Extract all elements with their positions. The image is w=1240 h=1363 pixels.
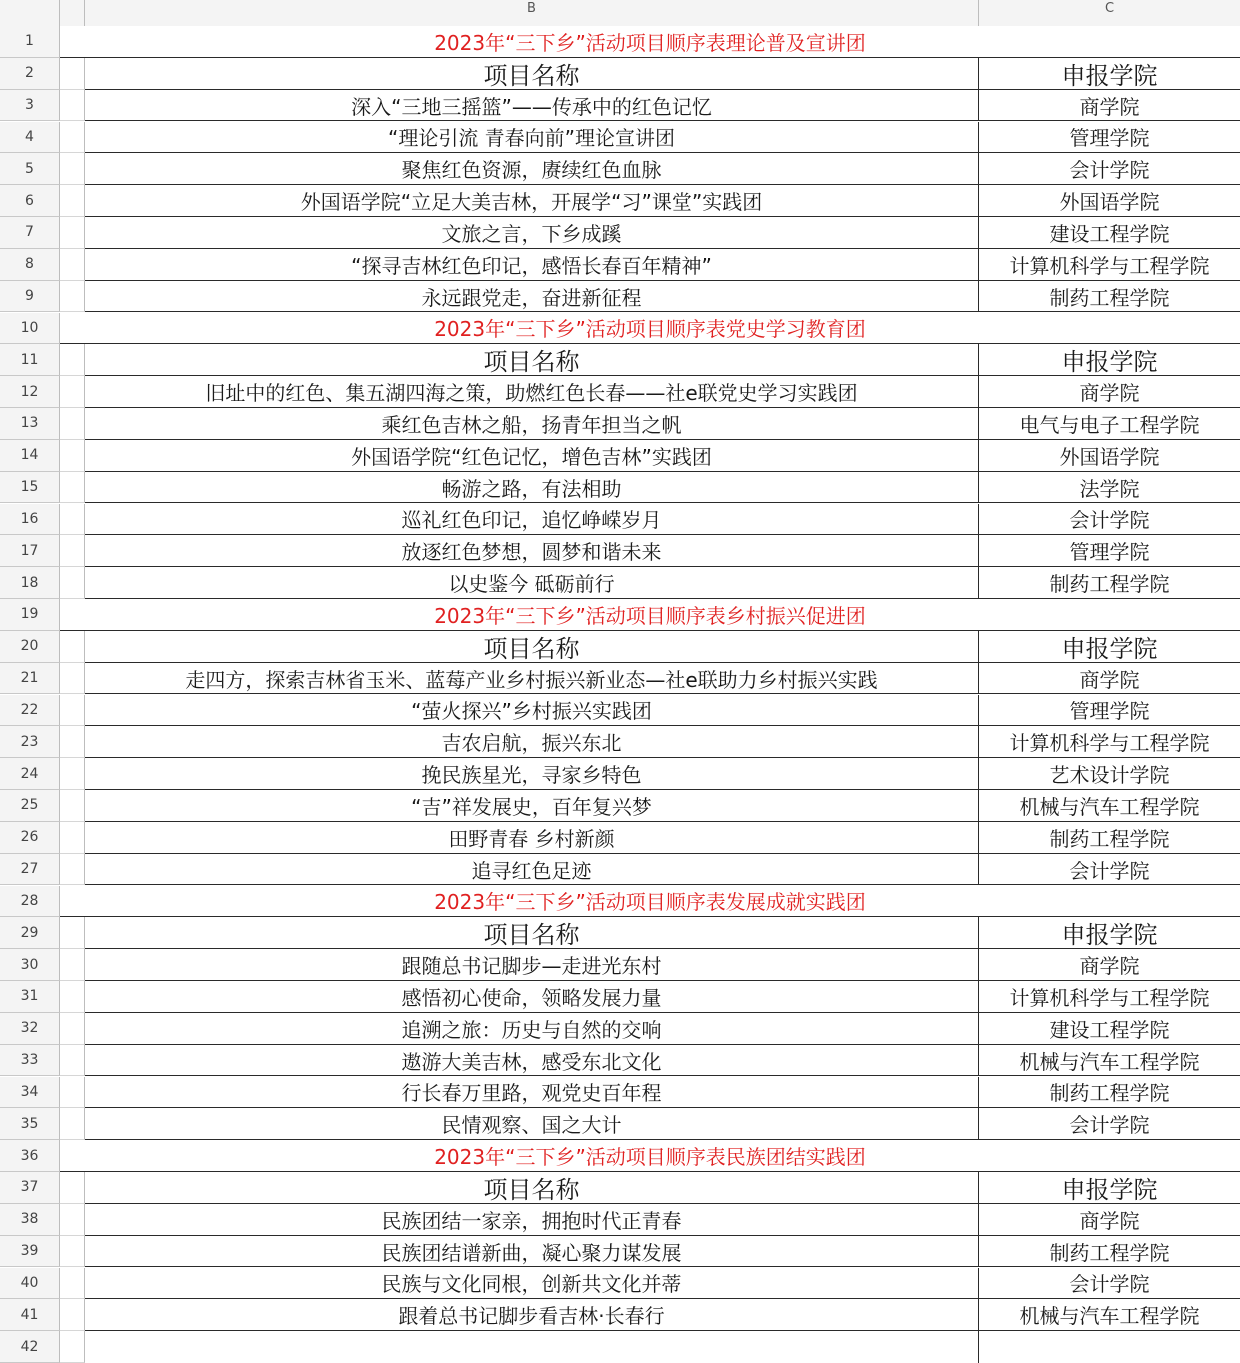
project-name-cell[interactable]: 走四方，探索吉林省玉米、蓝莓产业乡村振兴新业态—社e联助力乡村振兴实践 <box>85 663 979 695</box>
project-name-cell[interactable]: 民族团结一家亲，拥抱时代正青春 <box>85 1204 979 1236</box>
cell-a[interactable] <box>60 153 85 185</box>
cell-a[interactable] <box>60 344 85 376</box>
row-number[interactable]: 5 <box>0 153 60 185</box>
section-title-row <box>0 886 1240 918</box>
column-header-c[interactable]: C <box>1104 1 1115 16</box>
row-number[interactable]: 34 <box>0 1077 60 1109</box>
row-number[interactable]: 37 <box>0 1172 60 1204</box>
row-number[interactable]: 17 <box>0 535 60 567</box>
cell-a[interactable] <box>60 376 85 408</box>
cell-a[interactable] <box>60 185 85 217</box>
college-cell[interactable]: 建设工程学院 <box>979 1013 1240 1045</box>
row-number[interactable]: 26 <box>0 822 60 854</box>
project-name-cell[interactable]: 感悟初心使命，领略发展力量 <box>85 981 979 1013</box>
table-header-row <box>0 631 1240 663</box>
row-number[interactable]: 4 <box>0 122 60 154</box>
college-cell[interactable]: 管理学院 <box>979 122 1240 154</box>
college-cell[interactable]: 计算机科学与工程学院 <box>979 249 1240 281</box>
row-number[interactable]: 9 <box>0 281 60 313</box>
cell-a[interactable] <box>60 663 85 695</box>
college-header[interactable]: 申报学院 <box>979 631 1240 663</box>
cell-a[interactable] <box>60 1236 85 1268</box>
table-row <box>0 122 1240 154</box>
table-header-row <box>0 344 1240 376</box>
project-name-cell[interactable]: 追寻红色足迹 <box>85 854 979 886</box>
cell-a[interactable] <box>60 249 85 281</box>
college-cell[interactable]: 管理学院 <box>979 535 1240 567</box>
college-cell[interactable]: 艺术设计学院 <box>979 758 1240 790</box>
cell-a[interactable] <box>60 1045 85 1077</box>
table-header-row <box>0 58 1240 90</box>
cell-a[interactable] <box>60 217 85 249</box>
column-header-a[interactable] <box>60 0 85 26</box>
project-name-cell[interactable]: 民族团结谱新曲，凝心聚力谋发展 <box>85 1236 979 1268</box>
cell-a[interactable] <box>60 535 85 567</box>
college-cell[interactable]: 制药工程学院 <box>979 567 1240 599</box>
row-number[interactable]: 2 <box>0 58 60 90</box>
project-name-cell[interactable]: 放逐红色梦想，圆梦和谐未来 <box>85 535 979 567</box>
table-row <box>0 185 1240 217</box>
cell-a[interactable] <box>60 981 85 1013</box>
cell-a[interactable] <box>60 790 85 822</box>
project-name-cell[interactable]: 行长春万里路，观党史百年程 <box>85 1077 979 1109</box>
cell-a[interactable] <box>60 1204 85 1236</box>
project-name-header[interactable]: 项目名称 <box>85 631 979 663</box>
college-cell[interactable]: 制药工程学院 <box>979 822 1240 854</box>
table-row <box>0 1077 1240 1109</box>
row-number[interactable]: 36 <box>0 1140 60 1172</box>
table-row <box>0 281 1240 313</box>
college-cell[interactable]: 机械与汽车工程学院 <box>979 1045 1240 1077</box>
cell-a[interactable] <box>60 695 85 727</box>
project-name-cell[interactable]: 外国语学院“立足大美吉林，开展学“习”课堂”实践团 <box>85 185 979 217</box>
cell-a[interactable] <box>60 281 85 313</box>
table-header-row <box>0 917 1240 949</box>
section-title-cell[interactable]: 2023年“三下乡”活动项目顺序表民族团结实践团 <box>60 1140 1240 1172</box>
project-name-cell[interactable]: 田野青春 乡村新颜 <box>85 822 979 854</box>
college-cell[interactable]: 商学院 <box>979 1204 1240 1236</box>
project-name-cell[interactable]: 挽民族星光，寻家乡特色 <box>85 758 979 790</box>
cell-a[interactable] <box>60 58 85 90</box>
row-number[interactable]: 24 <box>0 758 60 790</box>
project-name-header[interactable]: 项目名称 <box>85 1172 979 1204</box>
cell-a[interactable] <box>60 504 85 536</box>
project-name-cell[interactable]: 吉农启航，振兴东北 <box>85 726 979 758</box>
table-row <box>0 90 1240 122</box>
college-cell[interactable]: 电气与电子工程学院 <box>979 408 1240 440</box>
college-cell[interactable] <box>979 1331 1240 1363</box>
project-name-cell[interactable]: “萤火探兴”乡村振兴实践团 <box>85 695 979 727</box>
row-number[interactable]: 6 <box>0 185 60 217</box>
cell-a[interactable] <box>60 949 85 981</box>
table-row <box>0 1108 1240 1140</box>
cell-a[interactable] <box>60 1077 85 1109</box>
cell-a[interactable] <box>60 1172 85 1204</box>
college-cell[interactable]: 商学院 <box>979 663 1240 695</box>
table-row <box>0 758 1240 790</box>
cell-a[interactable] <box>60 758 85 790</box>
row-number[interactable]: 3 <box>0 90 60 122</box>
cell-a[interactable] <box>60 1013 85 1045</box>
college-header[interactable]: 申报学院 <box>979 344 1240 376</box>
row-number[interactable]: 8 <box>0 249 60 281</box>
table-row <box>0 981 1240 1013</box>
college-cell[interactable]: 会计学院 <box>979 1108 1240 1140</box>
project-name-cell[interactable]: 民族与文化同根，创新共文化并蒂 <box>85 1268 979 1300</box>
table-row <box>0 217 1240 249</box>
cell-a[interactable] <box>60 631 85 663</box>
college-header[interactable]: 申报学院 <box>979 58 1240 90</box>
college-cell[interactable]: 制药工程学院 <box>979 281 1240 313</box>
cell-a[interactable] <box>60 917 85 949</box>
row-number[interactable]: 29 <box>0 917 60 949</box>
college-cell[interactable]: 计算机科学与工程学院 <box>979 981 1240 1013</box>
table-row <box>0 376 1240 408</box>
cell-a[interactable] <box>60 408 85 440</box>
college-cell[interactable]: 计算机科学与工程学院 <box>979 726 1240 758</box>
row-number[interactable]: 19 <box>0 599 60 631</box>
project-name-cell[interactable] <box>85 1331 979 1363</box>
college-cell[interactable]: 法学院 <box>979 472 1240 504</box>
row-number[interactable]: 23 <box>0 726 60 758</box>
project-name-cell[interactable]: 外国语学院“红色记忆，增色吉林”实践团 <box>85 440 979 472</box>
college-cell[interactable]: 建设工程学院 <box>979 217 1240 249</box>
project-name-cell[interactable]: 旧址中的红色、集五湖四海之策，助燃红色长春——社e联党史学习实践团 <box>85 376 979 408</box>
table-row <box>0 949 1240 981</box>
table-row <box>0 1331 1240 1363</box>
table-row <box>0 663 1240 695</box>
row-number[interactable]: 12 <box>0 376 60 408</box>
table-row <box>0 567 1240 599</box>
project-name-cell[interactable]: 民情观察、国之大计 <box>85 1108 979 1140</box>
row-number[interactable]: 39 <box>0 1236 60 1268</box>
project-name-cell[interactable]: 遨游大美吉林，感受东北文化 <box>85 1045 979 1077</box>
table-row <box>0 790 1240 822</box>
row-number[interactable]: 22 <box>0 695 60 727</box>
college-header[interactable]: 申报学院 <box>979 917 1240 949</box>
college-cell[interactable]: 商学院 <box>979 376 1240 408</box>
project-name-cell[interactable]: 文旅之言，下乡成蹊 <box>85 217 979 249</box>
row-number[interactable]: 27 <box>0 854 60 886</box>
college-cell[interactable]: 机械与汽车工程学院 <box>979 1299 1240 1331</box>
table-row <box>0 408 1240 440</box>
section-title-row <box>0 313 1240 345</box>
table-row <box>0 1204 1240 1236</box>
project-name-cell[interactable]: 深入“三地三摇篮”——传承中的红色记忆 <box>85 90 979 122</box>
cell-a[interactable] <box>60 854 85 886</box>
table-header-row <box>0 1172 1240 1204</box>
college-cell[interactable]: 管理学院 <box>979 695 1240 727</box>
cell-a[interactable] <box>60 440 85 472</box>
project-name-cell[interactable]: “探寻吉林红色印记，感悟长春百年精神” <box>85 249 979 281</box>
row-number[interactable]: 21 <box>0 663 60 695</box>
row-number[interactable]: 32 <box>0 1013 60 1045</box>
row-number[interactable]: 25 <box>0 790 60 822</box>
project-name-cell[interactable]: “吉”祥发展史，百年复兴梦 <box>85 790 979 822</box>
table-row <box>0 822 1240 854</box>
project-name-cell[interactable]: 追溯之旅：历史与自然的交响 <box>85 1013 979 1045</box>
college-header[interactable]: 申报学院 <box>979 1172 1240 1204</box>
college-cell[interactable]: 制药工程学院 <box>979 1077 1240 1109</box>
row-number[interactable]: 28 <box>0 886 60 918</box>
row-number[interactable]: 41 <box>0 1299 60 1331</box>
project-name-header[interactable]: 项目名称 <box>85 917 979 949</box>
project-name-cell[interactable]: 聚焦红色资源，赓续红色血脉 <box>85 153 979 185</box>
table-row <box>0 695 1240 727</box>
column-header-row <box>0 0 1240 27</box>
row-number[interactable]: 11 <box>0 344 60 376</box>
cell-a[interactable] <box>60 1331 85 1363</box>
table-row <box>0 153 1240 185</box>
college-cell[interactable]: 制药工程学院 <box>979 1236 1240 1268</box>
cell-a[interactable] <box>60 1108 85 1140</box>
cell-a[interactable] <box>60 472 85 504</box>
section-title-cell[interactable]: 2023年“三下乡”活动项目顺序表理论普及宣讲团 <box>60 26 1240 58</box>
project-name-cell[interactable]: 跟着总书记脚步看吉林·长春行 <box>85 1299 979 1331</box>
row-number[interactable]: 30 <box>0 949 60 981</box>
project-name-cell[interactable]: 以史鉴今 砥砺前行 <box>85 567 979 599</box>
section-title-cell[interactable]: 2023年“三下乡”活动项目顺序表发展成就实践团 <box>60 886 1240 918</box>
section-title-row <box>0 26 1240 58</box>
cell-a[interactable] <box>60 1268 85 1300</box>
section-title-row <box>0 599 1240 631</box>
row-number[interactable]: 40 <box>0 1268 60 1300</box>
cell-a[interactable] <box>60 122 85 154</box>
table-row <box>0 1045 1240 1077</box>
row-number[interactable]: 7 <box>0 217 60 249</box>
row-number[interactable]: 1 <box>0 26 60 58</box>
section-title-row <box>0 1140 1240 1172</box>
row-number[interactable]: 18 <box>0 567 60 599</box>
project-name-cell[interactable]: 巡礼红色印记，追忆峥嵘岁月 <box>85 504 979 536</box>
row-number[interactable]: 38 <box>0 1204 60 1236</box>
table-row <box>0 440 1240 472</box>
row-number[interactable]: 10 <box>0 313 60 345</box>
project-name-cell[interactable]: 乘红色吉林之船，扬青年担当之帆 <box>85 408 979 440</box>
table-row <box>0 1299 1240 1331</box>
project-name-cell[interactable]: 畅游之路，有法相助 <box>85 472 979 504</box>
row-number[interactable]: 15 <box>0 472 60 504</box>
row-number[interactable]: 20 <box>0 631 60 663</box>
row-number[interactable]: 31 <box>0 981 60 1013</box>
project-name-cell[interactable]: 跟随总书记脚步—走进光东村 <box>85 949 979 981</box>
cell-a[interactable] <box>60 822 85 854</box>
college-cell[interactable]: 商学院 <box>979 949 1240 981</box>
table-row <box>0 1236 1240 1268</box>
row-number[interactable]: 14 <box>0 440 60 472</box>
college-cell[interactable]: 会计学院 <box>979 854 1240 886</box>
table-row <box>0 504 1240 536</box>
table-row <box>0 726 1240 758</box>
table-row <box>0 854 1240 886</box>
college-cell[interactable]: 会计学院 <box>979 153 1240 185</box>
project-name-cell[interactable]: 永远跟党走，奋进新征程 <box>85 281 979 313</box>
college-cell[interactable]: 会计学院 <box>979 504 1240 536</box>
college-cell[interactable]: 会计学院 <box>979 1268 1240 1300</box>
row-number[interactable]: 16 <box>0 504 60 536</box>
row-number[interactable]: 35 <box>0 1108 60 1140</box>
table-row <box>0 1268 1240 1300</box>
cell-a[interactable] <box>60 1299 85 1331</box>
cell-a[interactable] <box>60 90 85 122</box>
college-cell[interactable]: 商学院 <box>979 90 1240 122</box>
project-name-header[interactable]: 项目名称 <box>85 58 979 90</box>
college-cell[interactable]: 机械与汽车工程学院 <box>979 790 1240 822</box>
cell-a[interactable] <box>60 567 85 599</box>
table-row <box>0 472 1240 504</box>
section-title-cell[interactable]: 2023年“三下乡”活动项目顺序表乡村振兴促进团 <box>60 599 1240 631</box>
section-title-cell[interactable]: 2023年“三下乡”活动项目顺序表党史学习教育团 <box>60 313 1240 345</box>
row-number[interactable]: 13 <box>0 408 60 440</box>
row-number[interactable]: 33 <box>0 1045 60 1077</box>
table-row <box>0 249 1240 281</box>
table-row <box>0 1013 1240 1045</box>
table-row <box>0 535 1240 567</box>
cell-a[interactable] <box>60 726 85 758</box>
column-header-b[interactable]: B <box>85 0 979 26</box>
project-name-cell[interactable]: “理论引流 青春向前”理论宣讲团 <box>85 122 979 154</box>
row-number[interactable]: 42 <box>0 1331 60 1363</box>
college-cell[interactable]: 外国语学院 <box>979 185 1240 217</box>
select-all-corner[interactable] <box>0 0 60 26</box>
college-cell[interactable]: 外国语学院 <box>979 440 1240 472</box>
project-name-header[interactable]: 项目名称 <box>85 344 979 376</box>
